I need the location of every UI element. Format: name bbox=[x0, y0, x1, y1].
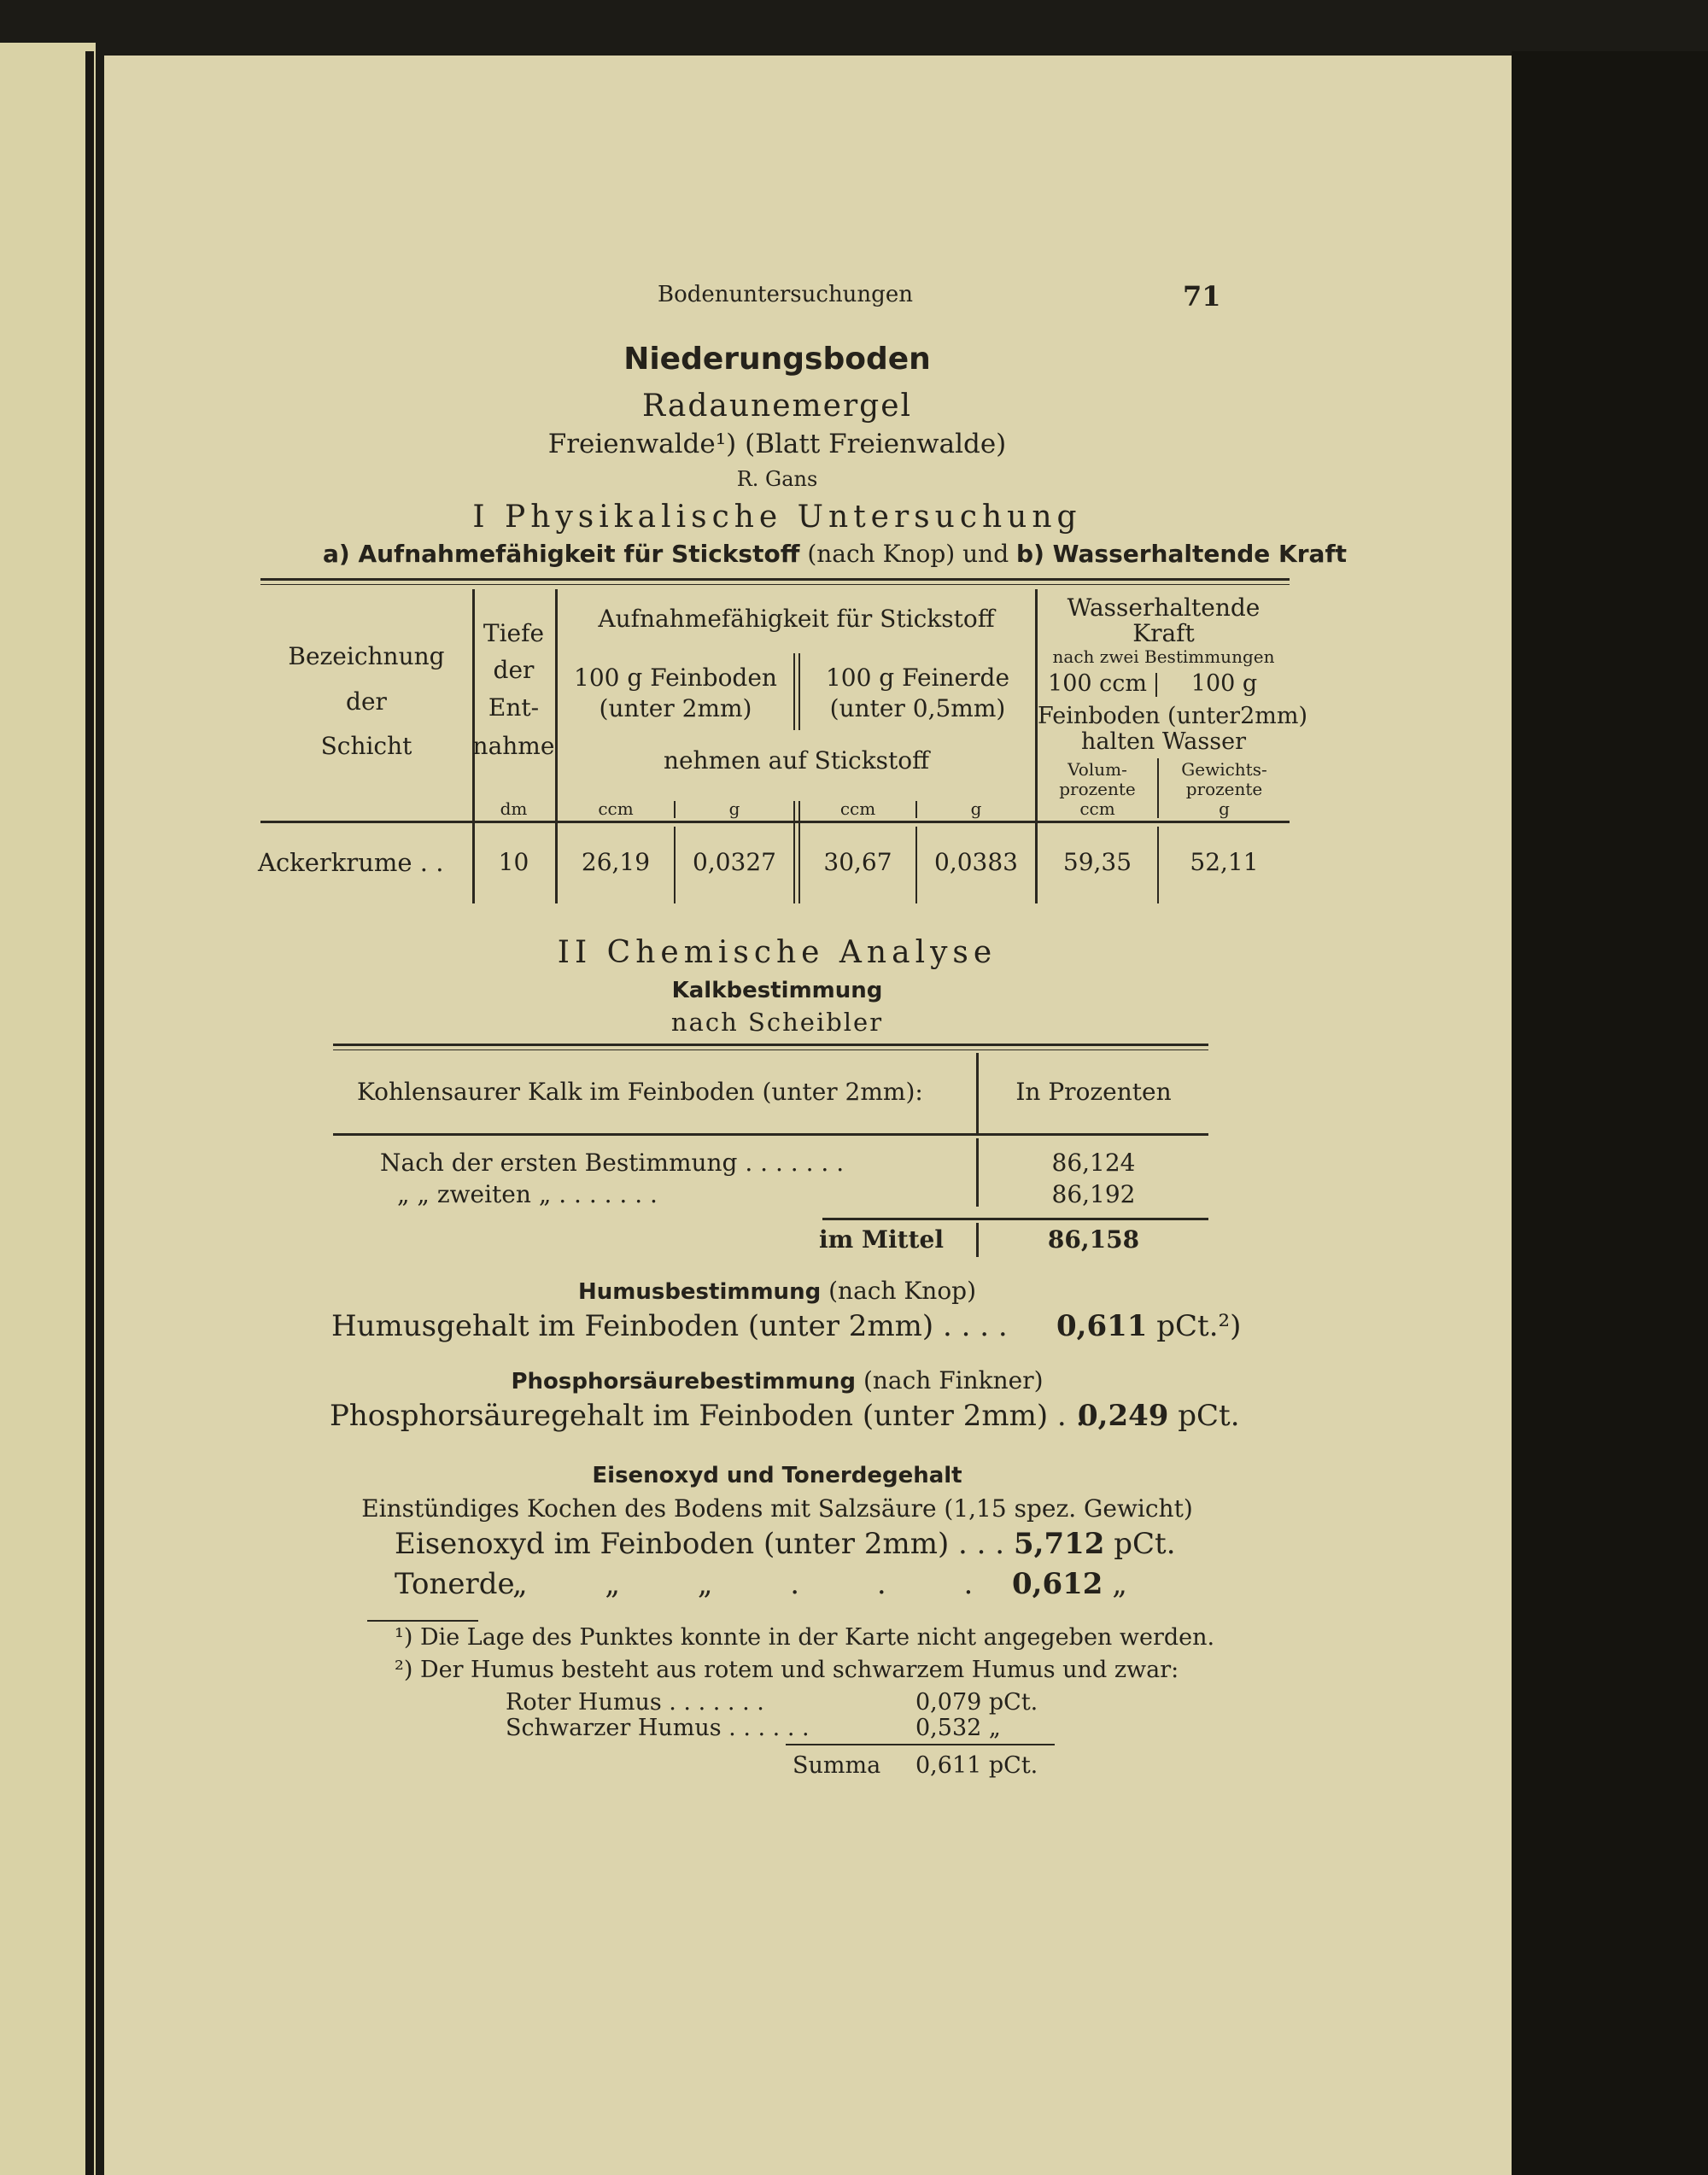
humus-line: Humusgehalt im Feinboden (unter 2mm) . . . . bbox=[331, 1309, 1008, 1343]
phosphor-line: Phosphorsäuregehalt im Feinboden (unter 2mm) . . bbox=[330, 1399, 1085, 1433]
table2-mean-label: im Mittel bbox=[819, 1225, 944, 1254]
table-cell: 59,35 bbox=[1062, 848, 1132, 876]
table-cell: 26,19 bbox=[581, 848, 651, 876]
subcol-header-weight: prozente bbox=[1185, 779, 1263, 799]
table2-mean-value: 86,158 bbox=[1047, 1225, 1140, 1254]
page-title: Niederungsboden bbox=[623, 342, 931, 377]
kalk-heading: Kalkbestimmung bbox=[671, 978, 883, 1003]
phosphor-unit: pCt. bbox=[1178, 1399, 1240, 1433]
table1-top-rule-thin bbox=[260, 584, 1290, 585]
table-row-label: Ackerkrume . . bbox=[258, 848, 444, 877]
iron-value: 5,712 bbox=[1014, 1527, 1105, 1561]
page-number: 71 bbox=[1183, 280, 1221, 313]
footnote-row-label: Schwarzer Humus . . . . . . bbox=[506, 1715, 810, 1741]
location: Freienwalde¹) (Blatt Freienwalde) bbox=[547, 429, 1007, 459]
binding-line bbox=[85, 51, 94, 2175]
section2-heading: II Chemische Analyse bbox=[557, 935, 997, 970]
col-header-depth: Ent- bbox=[488, 693, 540, 722]
unit-label: g bbox=[1219, 798, 1230, 819]
col-header-depth: Tiefe bbox=[483, 619, 545, 647]
group-header-nitrogen: Aufnahmefähigkeit für Stickstoff bbox=[598, 605, 995, 633]
section1-heading: I Physikalische Untersuchung bbox=[472, 500, 1082, 535]
author: R. Gans bbox=[736, 467, 818, 491]
col-header-name: der bbox=[346, 687, 387, 716]
table-cell: 10 bbox=[498, 848, 529, 876]
table2-row-label: „ „ zweiten „ . . . . . . . bbox=[397, 1180, 658, 1208]
table2-row-value: 86,124 bbox=[1051, 1149, 1136, 1177]
book-cover-edge bbox=[1512, 51, 1708, 2175]
iron-line: Eisenoxyd im Feinboden (unter 2mm) . . . bbox=[395, 1527, 1005, 1561]
water-amount-weight: 100 g bbox=[1190, 670, 1258, 697]
table2-row-label: Nach der ersten Bestimmung . . . . . . . bbox=[380, 1149, 845, 1177]
footnote-row-value: 0,532 „ bbox=[915, 1715, 1001, 1741]
col-header-depth: der bbox=[493, 656, 535, 684]
humus-method: (nach Knop) bbox=[828, 1277, 977, 1305]
phosphor-heading-line bbox=[478, 1366, 1076, 1394]
table1-col-rule bbox=[793, 801, 795, 903]
table2-head-right: In Prozenten bbox=[1015, 1078, 1172, 1106]
kalk-method: nach Scheibler bbox=[670, 1008, 884, 1037]
group-header-water: halten Wasser bbox=[1080, 728, 1247, 755]
unit-label: ccm bbox=[598, 798, 634, 819]
table2-head-left: Kohlensaurer Kalk im Feinboden (unter 2mm): bbox=[357, 1078, 923, 1106]
sub-a-label: a) Aufnahmefähigkeit für Stickstoff bbox=[323, 540, 800, 568]
subcol-header-weight: Gewichts- bbox=[1181, 759, 1267, 780]
subcol-header-feinboden: 100 g Feinboden bbox=[574, 664, 777, 692]
sub-a-note: (nach Knop) und bbox=[807, 540, 1009, 568]
iron-heading: Eisenoxyd und Tonerdegehalt bbox=[592, 1463, 962, 1488]
unit-label: ccm bbox=[1079, 798, 1115, 819]
humus-heading: Humusbestimmung bbox=[577, 1279, 822, 1305]
subcol-header-feinerde: (unter 0,5mm) bbox=[829, 694, 1006, 722]
subcol-header-volume: prozente bbox=[1059, 779, 1136, 799]
phosphor-result bbox=[1078, 1399, 1240, 1433]
alumina-ditto: „ „ „ . . . bbox=[512, 1567, 974, 1601]
footnote-sum-rule bbox=[786, 1744, 1055, 1745]
unit-label: g bbox=[970, 798, 982, 819]
table2-sum-rule bbox=[822, 1218, 1208, 1220]
unit-label: ccm bbox=[839, 798, 876, 819]
col-header-name: Bezeichnung bbox=[288, 642, 445, 670]
table-cell: 52,11 bbox=[1190, 848, 1259, 876]
table-cell: 0,0383 bbox=[934, 848, 1018, 876]
iron-unit: pCt. bbox=[1114, 1527, 1176, 1561]
table1-top-rule bbox=[260, 578, 1290, 581]
humus-heading-line bbox=[478, 1277, 1076, 1305]
water-amount-volume: 100 ccm bbox=[1048, 670, 1147, 697]
col-header-name: Schicht bbox=[320, 732, 412, 760]
alumina-unit: „ bbox=[1112, 1567, 1127, 1601]
facing-page-edge bbox=[0, 43, 96, 2175]
subcol-header-volume: Volum- bbox=[1068, 759, 1127, 780]
table2-row-value: 86,192 bbox=[1051, 1180, 1136, 1208]
subcol-header-feinboden: (unter 2mm) bbox=[599, 694, 752, 722]
unit-label: dm bbox=[500, 798, 528, 819]
iron-intro: Einstündiges Kochen des Bodens mit Salzsäure (1,15 spez. Gewicht) bbox=[361, 1494, 1193, 1523]
footnote-row-label: Roter Humus . . . . . . . bbox=[506, 1689, 764, 1716]
iron-result bbox=[1014, 1527, 1176, 1561]
group-header-water: Kraft bbox=[1132, 619, 1195, 647]
table2-header-rule bbox=[333, 1133, 1208, 1136]
humus-result bbox=[1056, 1309, 1241, 1343]
subcol-header-feinerde: 100 g Feinerde bbox=[825, 664, 1010, 692]
footnote-sum-value: 0,611 pCt. bbox=[915, 1752, 1038, 1779]
table-cell: 30,67 bbox=[823, 848, 892, 876]
group-footer-nitrogen: nehmen auf Stickstoff bbox=[663, 746, 930, 775]
phosphor-heading: Phosphorsäurebestimmung bbox=[511, 1369, 857, 1394]
table2-top-rule-thin bbox=[333, 1049, 1208, 1050]
group-header-water: Feinboden (unter2mm) bbox=[1038, 703, 1307, 729]
footnote-1: ¹) Die Lage des Punktes konnte in der Karte nicht angegeben werden. bbox=[395, 1624, 1215, 1651]
humus-unit: pCt.²) bbox=[1156, 1309, 1242, 1343]
subtitle: Radaunemergel bbox=[641, 389, 913, 424]
footnote-sum-label: Summa bbox=[793, 1752, 881, 1779]
running-head: Bodenuntersuchungen bbox=[658, 282, 913, 307]
phosphor-value: 0,249 bbox=[1078, 1399, 1169, 1433]
alumina-label: Tonerde bbox=[395, 1567, 515, 1601]
table1-col-rule bbox=[793, 653, 795, 730]
section1-subheading bbox=[323, 540, 1347, 568]
table1-header-rule bbox=[260, 821, 1290, 823]
alumina-value: 0,612 bbox=[1012, 1567, 1103, 1601]
sub-b-label: b) Wasserhaltende Kraft bbox=[1016, 540, 1348, 568]
footnote-2: ²) Der Humus besteht aus rotem und schwarzem Humus und zwar: bbox=[395, 1657, 1179, 1683]
col-header-depth: nahme bbox=[472, 732, 555, 760]
table-cell: 0,0327 bbox=[693, 848, 776, 876]
group-header-water-note: nach zwei Bestimmungen bbox=[1052, 646, 1275, 667]
group-header-water: Wasserhaltende bbox=[1067, 593, 1261, 622]
unit-label: g bbox=[728, 798, 740, 819]
table2-top-rule bbox=[333, 1044, 1208, 1046]
footnote-rule bbox=[367, 1620, 478, 1622]
phosphor-method: (nach Finkner) bbox=[863, 1366, 1044, 1394]
alumina-result bbox=[1012, 1567, 1127, 1601]
footnote-row-value: 0,079 pCt. bbox=[915, 1689, 1038, 1716]
water-amount-rule bbox=[1155, 673, 1157, 697]
humus-value: 0,611 bbox=[1056, 1309, 1148, 1343]
